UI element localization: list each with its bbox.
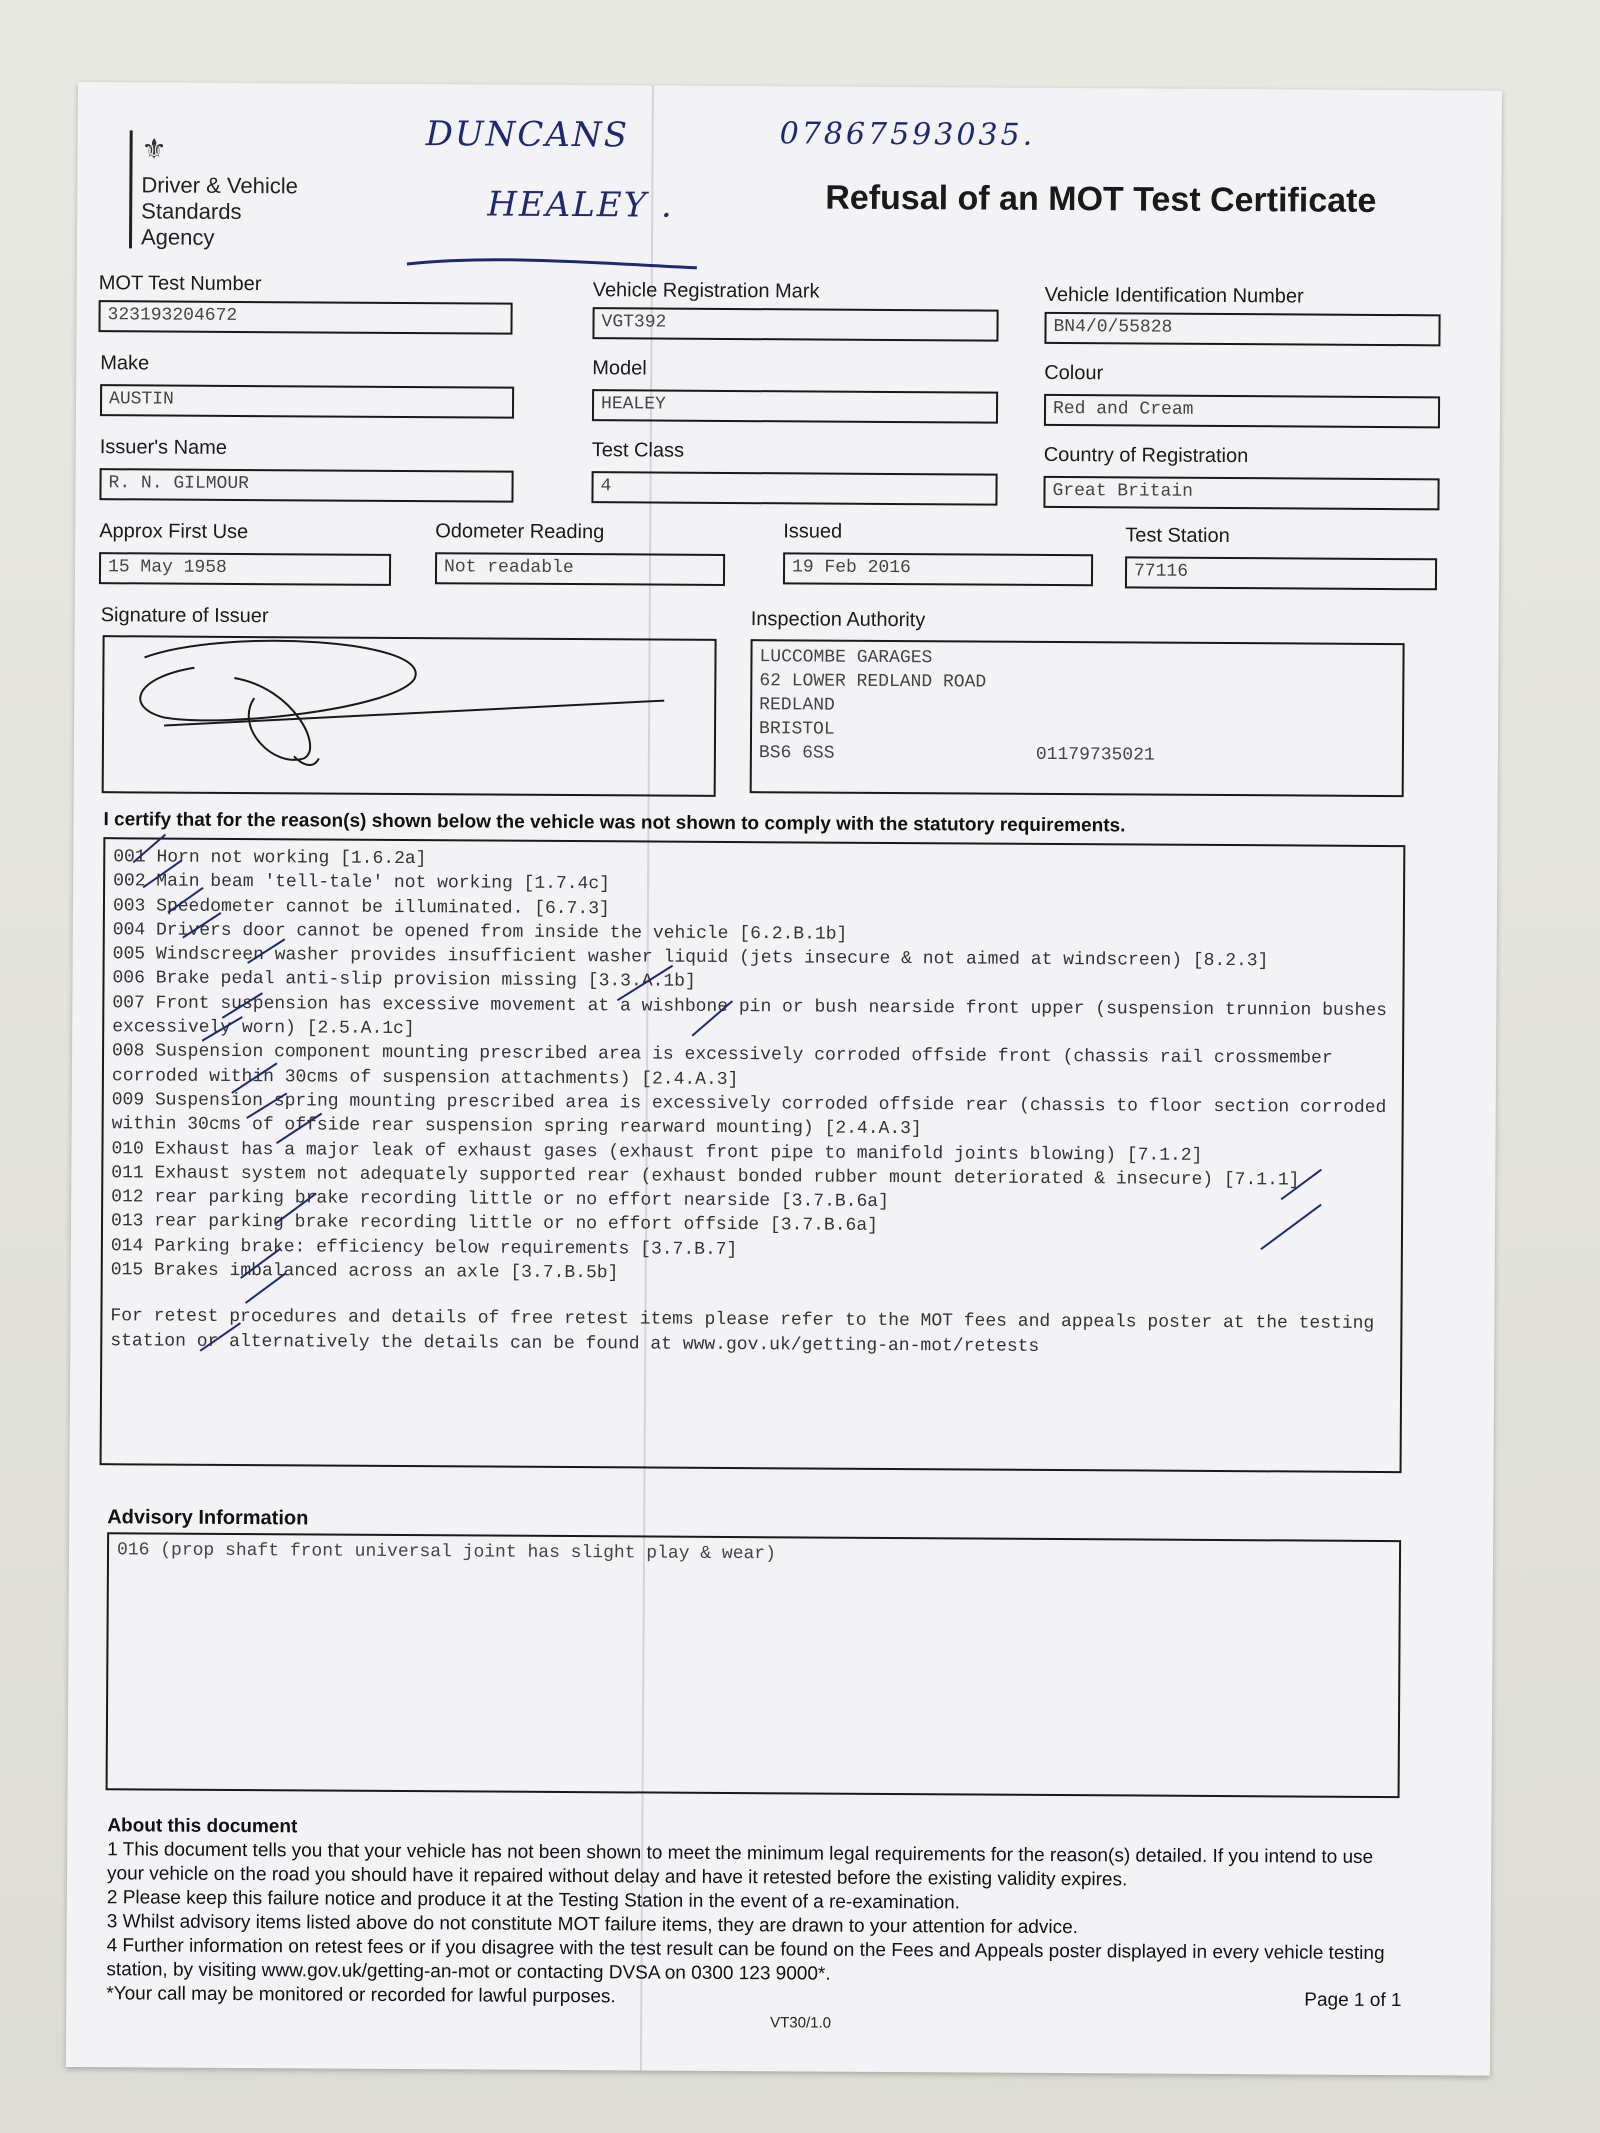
reason-item: 007 Front suspension has excessive movement at a wishbone pin or bush nearside front upper (suspension trunnion bushes excessively worn) [2.5.A.1c]: [112, 993, 1398, 1040]
colour-field: Red and Cream: [1044, 394, 1440, 428]
odometer-field: Not readable: [435, 552, 725, 586]
handwritten-name-2: HEALEY .: [487, 184, 674, 226]
reason-item: 015 Brakes imbalanced across an axle [3.7.B.5b]: [110, 1260, 619, 1284]
issued-field: 19 Feb 2016: [783, 552, 1093, 586]
test-class-field: 4: [591, 471, 997, 505]
odometer-label: Odometer Reading: [435, 520, 605, 544]
mot-refusal-document: [66, 82, 1502, 2076]
test-station-field: 77116: [1125, 556, 1437, 590]
advisory-item: 016 (prop shaft front universal joint has slight play & wear): [116, 1540, 777, 1565]
agency-line-2: Standards: [141, 198, 242, 225]
reason-item: 003 Speedometer cannot be illuminated. [6.7.3]: [112, 895, 610, 919]
authority-line: REDLAND: [759, 695, 835, 716]
royal-crest-icon: ⚜: [141, 133, 167, 165]
page-title: Refusal of an MOT Test Certificate: [825, 178, 1377, 220]
reason-item: 002 Main beam 'tell-tale' not working [1.7.4c]: [113, 871, 611, 895]
authority-line: BS6 6SS: [758, 743, 835, 764]
agency-line-1: Driver & Vehicle: [141, 172, 298, 199]
reason-item: 001 Horn not working [1.6.2a]: [113, 847, 427, 870]
inspection-authority-label: Inspection Authority: [750, 608, 926, 632]
about-point: 3 Whilst advisory items listed above do not constitute MOT failure items, they are drawn to your attention for advice.: [106, 1911, 1079, 1939]
pen-tick-marks: [66, 82, 1502, 2076]
issuer-label: Issuer's Name: [99, 436, 228, 459]
vrm-label: Vehicle Registration Mark: [592, 279, 820, 303]
retest-note: For retest procedures and details of free retest items please refer to the MOT fees and appeals poster at the testing station or alternatively the details can be found at www.gov.uk/getting-an-mot/retests: [110, 1306, 1386, 1357]
reason-item: 012 rear parking brake recording little or no effort nearside [3.7.B.6a]: [111, 1187, 889, 1213]
about-footnote: *Your call may be monitored or recorded for lawful purposes.: [106, 1983, 616, 2008]
mot-test-number-field: 323193204672: [98, 300, 512, 335]
issuer-field: R. N. GILMOUR: [99, 468, 513, 503]
reason-item: 009 Suspension spring mounting prescribed area is excessively corroded offside rear (chassis to floor section corroded within 30cms of offside rear suspension spring rearward mounting) [2.4.A.3]: [111, 1090, 1398, 1140]
authority-line: BRISTOL: [758, 719, 835, 740]
make-label: Make: [100, 352, 150, 375]
authority-line: 62 LOWER REDLAND ROAD: [759, 671, 987, 693]
page-number: Page 1 of 1: [1304, 1989, 1402, 2012]
reason-item: 004 Drivers door cannot be opened from inside the vehicle [6.2.B.1b]: [112, 920, 848, 945]
form-code: VT30/1.0: [770, 2014, 832, 2032]
reason-item: 006 Brake pedal anti-slip provision missing [3.3.A.1b]: [112, 968, 696, 993]
reason-item: 010 Exhaust has a major leak of exhaust gases (exhaust front pipe to manifold joints blowing) [7.1.2]: [111, 1138, 1203, 1166]
vrm-field: VGT392: [592, 307, 998, 341]
country-field: Great Britain: [1043, 476, 1439, 510]
first-use-label: Approx First Use: [99, 520, 249, 544]
about-point: 4 Further information on retest fees or if you disagree with the test result can be found on the Fees and Appeals poster displayed in every vehicle testing station, by visiting www.gov.uk/getting-an-mot or contacting DVSA on 0300 123 9000*.: [106, 1935, 1385, 1985]
handwritten-name-1: DUNCANS: [425, 114, 630, 156]
vin-field: BN4/0/55828: [1044, 312, 1440, 346]
first-use-field: 15 May 1958: [99, 552, 391, 586]
reason-item: 014 Parking brake: efficiency below requirements [3.7.B.7]: [110, 1235, 738, 1260]
reason-item: 008 Suspension component mounting prescribed area is excessively corroded offside front (chassis rail crossmember corroded within 30cms of suspension attachments) [2.4.A.3]: [111, 1041, 1344, 1090]
issued-label: Issued: [783, 520, 843, 543]
vin-label: Vehicle Identification Number: [1044, 283, 1304, 308]
handwritten-phone: 07867593035.: [779, 116, 1036, 153]
certify-statement: I certify that for the reason(s) shown below the vehicle was not shown to comply with the statutory requirements.: [103, 809, 1126, 837]
advisory-label: Advisory Information: [107, 1506, 309, 1530]
test-class-label: Test Class: [591, 439, 685, 462]
about-heading: About this document: [107, 1815, 298, 1838]
model-field: HEALEY: [592, 389, 998, 423]
reason-item: 013 rear parking brake recording little or no effort offside [3.7.B.6a]: [110, 1211, 879, 1237]
authority-line: LUCCOMBE GARAGES: [759, 647, 933, 669]
make-field: AUSTIN: [100, 384, 514, 419]
about-point: 2 Please keep this failure notice and produce it at the Testing Station in the event of a re-examination.: [106, 1887, 961, 1914]
agency-line-3: Agency: [140, 224, 215, 250]
reason-item: 005 Windscreen washer provides insufficient washer liquid (jets insecure & not aimed at windscreen) [8.2.3]: [112, 944, 1269, 972]
model-label: Model: [592, 357, 647, 380]
authority-phone: 01179735021: [1035, 744, 1155, 766]
about-point: 1 This document tells you that your vehicle has not been shown to meet the minimum legal requirements for the reason(s) detailed. If you intend to use your vehicle on the road you should have it repaired without delay and have it retested before the existing validity expires.: [106, 1839, 1374, 1891]
reason-item: 011 Exhaust system not adequately supported rear (exhaust bonded rubber mount deteriorated & insecure) [7.1.1]: [111, 1163, 1300, 1191]
colour-label: Colour: [1044, 361, 1104, 385]
signature-label: Signature of Issuer: [100, 604, 269, 628]
mot-test-number-label: MOT Test Number: [98, 272, 262, 296]
test-station-label: Test Station: [1125, 524, 1230, 548]
country-label: Country of Registration: [1043, 443, 1249, 468]
